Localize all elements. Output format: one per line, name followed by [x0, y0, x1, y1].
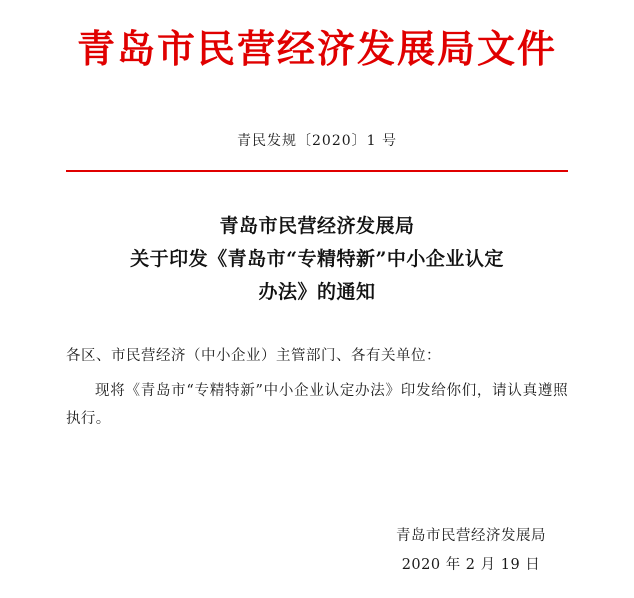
document-title-line-3: 办法》的通知 [258, 281, 376, 304]
document-title-block [66, 210, 568, 310]
document-addressee: 各区、市民营经济（中小企业）主管部门、各有关单位： [66, 348, 441, 365]
document-number: 青民发规〔2020〕1 号 [237, 132, 397, 149]
signature-organization: 青岛市民营经济发展局 [396, 528, 546, 544]
red-divider-rule [66, 170, 568, 172]
document-masthead-title: 青岛市民营经济发展局文件 [76, 26, 557, 71]
document-page [0, 26, 634, 598]
document-title-line-1: 青岛市民营经济发展局 [219, 214, 415, 237]
document-body-paragraph: 现将《青岛市“专精特新”中小企业认定办法》印发给你们，请认真遵照执行。 [66, 382, 568, 428]
signature-date: 2020 年 2 月 19 日 [401, 557, 541, 573]
document-signature-block [396, 522, 546, 580]
document-title-line-2: 关于印发《青岛市“专精特新”中小企业认定 [130, 247, 504, 270]
